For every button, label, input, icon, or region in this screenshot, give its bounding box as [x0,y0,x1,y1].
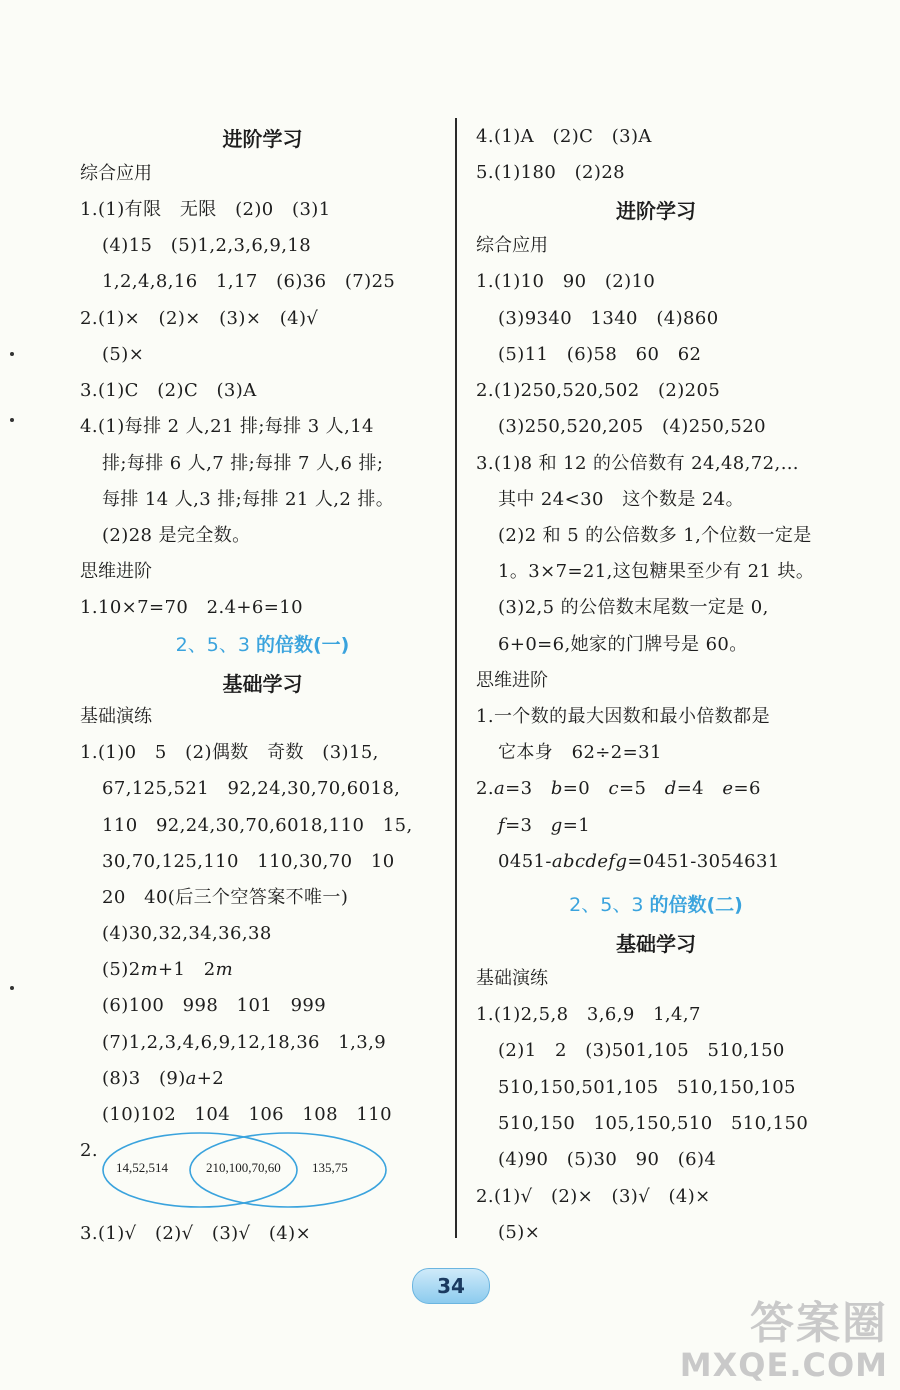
text-run: =1 [562,815,591,836]
subsection-heading: 综合应用 [80,163,152,184]
answer-line: (7)1,2,3,4,6,9,12,18,36 1,3,9 [102,1032,387,1053]
variable: d [664,778,677,799]
answer-line: (2)1 2 (3)501,105 510,150 [498,1040,785,1061]
answer-line: 它本身 62÷2=31 [498,742,662,763]
text-run: 0451- [498,851,552,872]
answer-line: (6)100 998 101 999 [102,995,327,1016]
watermark [680,1300,888,1382]
venn-left-label: 14,52,514 [116,1160,168,1175]
answer-line: 1.一个数的最大因数和最小倍数都是 [476,706,770,727]
answer-line: 3.(1)8 和 12 的公倍数有 24,48,72,… [476,453,799,474]
variable: m [140,959,159,980]
variable: a [185,1068,197,1089]
text-run: =0 [562,778,609,799]
text-run: =0451-3054631 [627,851,780,872]
page-number: 34 [412,1268,490,1304]
answer-line: 1。3×7=21,这包糖果至少有 21 块。 [498,561,815,582]
text-run: =5 [619,778,665,799]
answer-line: 每排 14 人,3 排;每排 21 人,2 排。 [102,489,395,510]
answer-line: (3)9340 1340 (4)860 [498,308,719,329]
answer-line: 2.(1)× (2)× (3)× (4)√ [80,308,319,329]
answer-line: (10)102 104 106 108 110 [102,1104,392,1125]
answer-line: 2. [80,1140,98,1161]
margin-dot [10,352,14,356]
answer-line: (5)× [498,1222,541,1243]
answer-line: 67,125,521 92,24,30,70,6018, [102,778,401,799]
text-run: +1 2 [158,959,216,980]
answer-line: 2.(1)250,520,502 (2)205 [476,380,721,401]
answer-line: 20 40(后三个空答案不唯一) [102,887,349,908]
text-run: (8)3 (9) [102,1068,186,1089]
answer-line [476,814,590,838]
answer-line: 4.(1)每排 2 人,21 排;每排 3 人,14 [80,416,374,437]
variable: abcdefg [551,851,628,872]
subsection-heading: 综合应用 [476,235,548,256]
answer-line: 5.(1)180 (2)28 [476,162,626,183]
answer-line: 1.10×7=70 2.4+6=10 [80,597,303,618]
answer-line: 110 92,24,30,70,6018,110 15, [102,815,413,836]
answer-line: 1.(1)有限 无限 (2)0 (3)1 [80,199,331,220]
answer-line: 1,2,4,8,16 1,17 (6)36 (7)25 [102,271,396,292]
answer-line [80,1067,224,1091]
answer-line: (4)30,32,34,36,38 [102,923,272,944]
text-run: =3 [505,815,551,836]
lesson-title-numbers: 2、5、3 [175,634,256,656]
variable: f [498,815,506,836]
lesson-title [476,892,836,918]
answer-line: (4)90 (5)30 90 (6)4 [498,1149,717,1170]
answer-line: 510,150 105,150,510 510,150 [498,1113,809,1134]
section-heading: 基础学习 [616,932,696,956]
answer-line: 其中 24<30 这个数是 24。 [498,489,745,510]
variable: e [722,778,734,799]
subsection-heading: 基础演练 [476,968,548,989]
section-heading: 基础学习 [222,672,303,696]
answer-line: 510,150,501,105 510,150,105 [498,1077,796,1098]
lesson-title [80,632,445,658]
text-run: +2 [196,1068,225,1089]
answer-line: 4.(1)A (2)C (3)A [476,126,652,147]
variable: g [550,815,563,836]
subsection-heading: 基础演练 [80,706,152,727]
text-run: =4 [676,778,723,799]
text-run: 2. [476,778,494,799]
section-heading: 进阶学习 [222,127,303,151]
variable: b [550,778,563,799]
section-heading: 进阶学习 [616,199,696,223]
answer-line [476,850,780,874]
venn-overlap-label: 210,100,70,60 [206,1160,281,1175]
lesson-title-text: 的倍数(二) [649,894,743,916]
answer-line: 1.(1)10 90 (2)10 [476,271,656,292]
margin-dot [10,418,14,422]
answer-line: (2)28 是完全数。 [102,525,251,546]
answer-line: 6+0=6,她家的门牌号是 60。 [498,634,748,655]
subsection-heading: 思维进阶 [476,670,548,691]
watermark-url: MXQE.COM [679,1346,888,1384]
answer-line: (5)11 (6)58 60 62 [498,344,702,365]
answer-line [80,958,233,982]
answer-line: 排;每排 6 人,7 排;每排 7 人,6 排; [102,453,384,474]
subsection-heading: 思维进阶 [80,561,152,582]
variable: c [608,778,620,799]
variable: m [215,959,234,980]
lesson-title-numbers: 2、5、3 [569,894,650,916]
answer-line: (2)2 和 5 的公倍数多 1,个位数一定是 [498,525,812,546]
answer-line: 3.(1)C (2)C (3)A [80,380,257,401]
answer-line: 1.(1)2,5,8 3,6,9 1,4,7 [476,1004,701,1025]
venn-right-label: 135,75 [312,1160,348,1175]
answer-line: (3)250,520,205 (4)250,520 [498,416,766,437]
column-divider [455,118,457,1238]
answer-line: 30,70,125,110 110,30,70 10 [102,851,395,872]
answer-line: 2.(1)√ (2)× (3)√ (4)× [476,1186,711,1207]
answer-line: 3.(1)√ (2)√ (3)√ (4)× [80,1223,312,1244]
answer-line: (3)2,5 的公倍数末尾数一定是 0, [498,597,769,618]
text-run: =6 [733,778,761,799]
text-run: (5)2 [102,959,141,980]
venn-diagram [100,1128,400,1208]
answer-line: (5)× [102,344,145,365]
variable: a [493,778,506,799]
watermark-logo-text: 答案圈 [750,1298,888,1349]
answer-line: (4)15 (5)1,2,3,6,9,18 [102,235,312,256]
answer-line: 1.(1)0 5 (2)偶数 奇数 (3)15, [80,742,379,763]
lesson-title-text: 的倍数(一) [255,634,350,656]
text-run: =3 [505,778,551,799]
answer-line [476,777,761,801]
margin-dot [10,986,14,990]
